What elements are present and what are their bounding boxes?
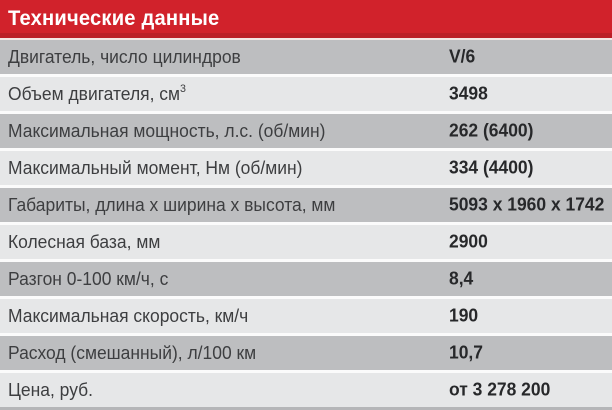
row-value: V/6 [449,46,476,67]
table-row [0,188,612,225]
row-value: 5093 х 1960 х 1742 [449,194,605,215]
table-row [0,40,612,77]
row-value: от 3 278 200 [449,379,551,400]
table-title: Технические данные [8,7,220,30]
row-label: Разгон 0-100 км/ч, с [8,268,169,289]
row-value: 190 [449,305,479,326]
row-label: Максимальная мощность, л.с. (об/мин) [8,120,326,141]
row-value: 334 (4400) [449,157,534,178]
table-row [0,373,612,410]
row-label-sup: 3 [180,82,186,95]
row-label: Максимальный момент, Нм (об/мин) [8,157,303,178]
row-label: Габариты, длина х ширина х высота, мм [8,194,336,215]
table-row [0,114,612,151]
table-row [0,77,612,114]
row-label: Расход (смешанный), л/100 км [8,342,257,363]
table-row [0,262,612,299]
table-row [0,151,612,188]
row-value: 8,4 [449,268,474,289]
row-value: 2900 [449,231,488,252]
row-label: Максимальная скорость, км/ч [8,305,249,326]
table-row [0,336,612,373]
row-value: 10,7 [449,342,483,363]
row-value: 262 (6400) [449,120,534,141]
row-label: Цена, руб. [8,379,93,400]
table-header [0,0,612,40]
row-label: Объем двигателя, $см^3$ [8,82,186,104]
table-row [0,225,612,262]
row-value: 3498 [449,83,488,104]
table-row [0,299,612,336]
row-label: Колесная база, мм [8,231,161,252]
row-label: Двигатель, число цилиндров [8,46,241,67]
